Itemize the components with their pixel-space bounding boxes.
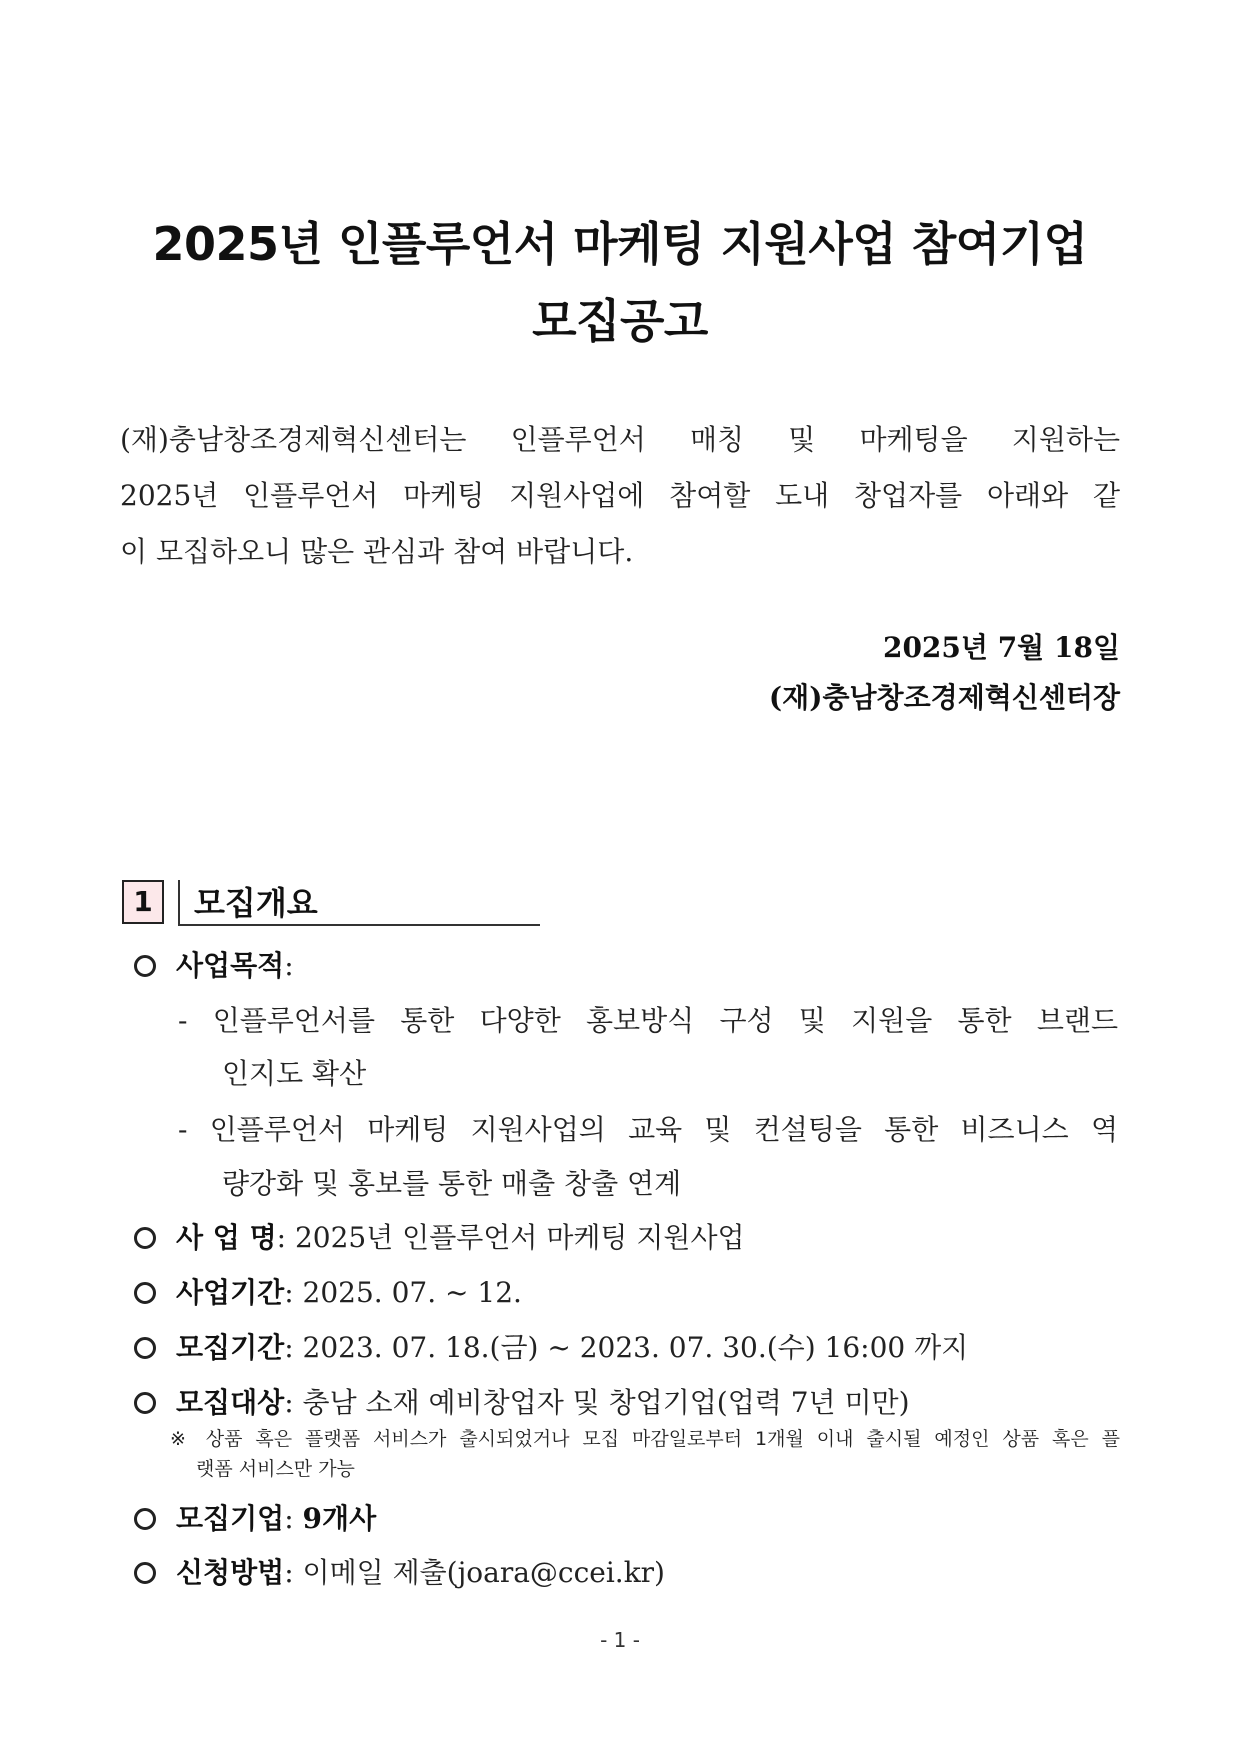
section-number-box: 1 [122, 880, 164, 924]
item-recruit-target [134, 1381, 1124, 1421]
item-recruit-count [134, 1497, 1124, 1537]
item-label: 모집기업 [176, 1502, 285, 1535]
circle-bullet-icon [134, 1508, 156, 1530]
section-separator [178, 880, 180, 924]
intro-line-3: 이 모집하오니 많은 관심과 참여 바랍니다. [120, 535, 634, 568]
document-title-line2: 모집공고 [532, 294, 708, 348]
document-title-line1: 2025년 인플루언서 마케팅 지원사업 참여기업 [152, 217, 1088, 271]
item-colon: : [284, 1502, 303, 1535]
target-note-cont: 랫폼 서비스만 가능 [196, 1458, 355, 1480]
circle-bullet-icon [134, 1337, 156, 1359]
circle-bullet-icon [134, 1392, 156, 1414]
item-label: 신청방법 [176, 1556, 285, 1589]
item-business-name [134, 1216, 1124, 1256]
purpose-point-1: - 인플루언서를 통한 다양한 홍보방식 구성 및 지원을 통한 브랜드 [178, 1004, 1118, 1037]
intro-line-1: (재)충남창조경제혁신센터는 인플루언서 매칭 및 마케팅을 지원하는 [120, 423, 1120, 456]
target-note: ※ 상품 혹은 플랫폼 서비스가 출시되었거나 모집 마감일로부터 1개월 이내 출시될 예정인 상품 혹은 플 [170, 1428, 1120, 1450]
announcement-date: 2025년 7월 18일 [882, 631, 1120, 664]
item-value: : 2025년 인플루언서 마케팅 지원사업 [276, 1221, 745, 1254]
item-purpose [134, 944, 1124, 984]
section-title: 모집개요 [194, 884, 318, 922]
item-business-period [134, 1271, 1124, 1311]
purpose-point-1-cont: 인지도 확산 [222, 1057, 367, 1090]
item-label: 사업기간 [176, 1276, 285, 1309]
circle-bullet-icon [134, 1282, 156, 1304]
item-value: : 2025. 07. ~ 12. [284, 1276, 522, 1309]
circle-bullet-icon [134, 955, 156, 977]
item-value: : 2023. 07. 18.(금) ~ 2023. 07. 30.(수) 16:00 까지 [284, 1331, 969, 1364]
item-value: 9개사 [302, 1502, 377, 1535]
purpose-point-2: - 인플루언서 마케팅 지원사업의 교육 및 컨설팅을 통한 비즈니스 역 [178, 1113, 1118, 1146]
item-colon: : [284, 949, 294, 982]
purpose-point-2-cont: 량강화 및 홍보를 통한 매출 창출 연계 [222, 1167, 682, 1200]
item-application-method [134, 1551, 1124, 1591]
item-value: : 이메일 제출(joara@ccei.kr) [284, 1556, 665, 1589]
item-recruit-period [134, 1326, 1124, 1366]
intro-line-2: 2025년 인플루언서 마케팅 지원사업에 참여할 도내 창업자를 아래와 같 [120, 479, 1120, 512]
item-label: 사업목적 [176, 949, 285, 982]
item-value: : 충남 소재 예비창업자 및 창업기업(업력 7년 미만) [284, 1386, 910, 1419]
item-label: 사 업 명 [176, 1221, 277, 1254]
issuer-name: (재)충남창조경제혁신센터장 [768, 681, 1120, 714]
circle-bullet-icon [134, 1562, 156, 1584]
page-number: - 1 - [600, 1628, 640, 1652]
section-underline [178, 924, 540, 926]
item-label: 모집기간 [176, 1331, 285, 1364]
circle-bullet-icon [134, 1227, 156, 1249]
item-label: 모집대상 [176, 1386, 285, 1419]
